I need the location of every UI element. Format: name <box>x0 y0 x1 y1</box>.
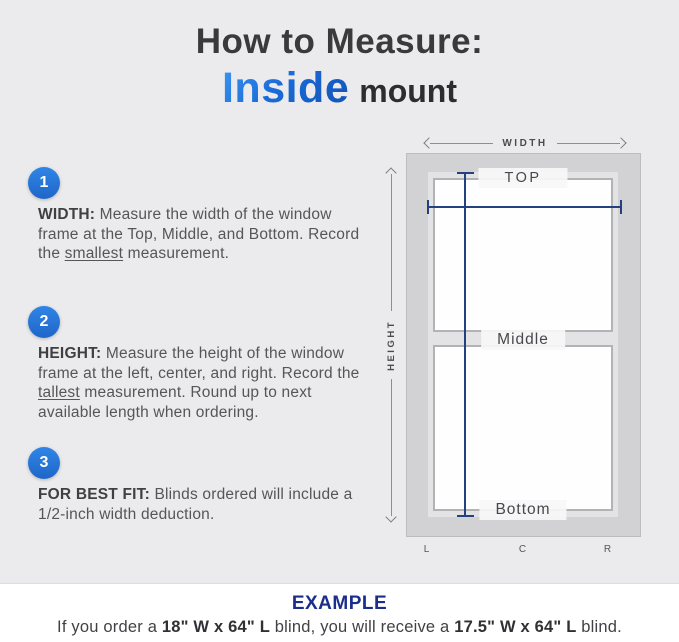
arrow-up-icon <box>385 167 396 178</box>
label-top: TOP <box>478 168 567 188</box>
step-3-label: FOR BEST FIT: <box>38 486 150 503</box>
width-arrow-label: WIDTH <box>502 137 548 149</box>
width-arrow <box>425 136 625 150</box>
arrow-down-icon <box>385 511 396 522</box>
width-arrow-line <box>430 143 493 144</box>
step-2-body: Measure the height of the window frame at the left, center, and right. Record the <box>38 345 360 382</box>
height-arrow <box>384 169 398 521</box>
example-seg2: blind, you will receive a <box>269 618 455 636</box>
window-lower-sash <box>433 345 613 511</box>
height-arrow-line <box>391 379 392 516</box>
step-2-body-end: measurement. Round up to next available length when ordering. <box>38 384 312 421</box>
title-line2 <box>0 64 679 112</box>
height-measure-cap-top <box>457 172 474 174</box>
height-arrow-label: HEIGHT <box>385 319 397 371</box>
step-1-number-badge: 1 <box>28 167 60 199</box>
step-3-text <box>38 485 360 524</box>
width-measure-line <box>427 206 622 208</box>
width-measure-cap-right <box>620 200 622 214</box>
step-1 <box>28 167 360 264</box>
step-2-number-badge: 2 <box>28 306 60 338</box>
example-seg1: If you order a <box>57 618 162 636</box>
example-order-size: 18" W x 64" L <box>161 618 270 636</box>
step-1-label: WIDTH: <box>38 206 96 223</box>
step-3 <box>28 447 360 524</box>
example-received-size: 17.5" W x 64" L <box>454 618 577 636</box>
width-measure-cap-left <box>427 200 429 214</box>
step-1-text <box>38 205 360 264</box>
step-1-body: Measure the width of the window frame at the Top, Middle, and Bottom. Record the <box>38 206 360 262</box>
step-2-label: HEIGHT: <box>38 345 102 362</box>
mark-right: R <box>603 544 613 555</box>
label-middle: Middle <box>481 330 565 350</box>
page-title <box>0 24 679 110</box>
arrow-left-icon <box>423 137 434 148</box>
height-measure-cap-bottom <box>457 515 474 517</box>
step-3-number-badge: 3 <box>28 447 60 479</box>
example-heading: EXAMPLE <box>291 593 388 614</box>
height-measure-line <box>464 173 466 517</box>
mark-left: L <box>423 544 431 555</box>
step-2-underlined-word: tallest <box>38 384 80 401</box>
step-1-underlined-word: smallest <box>64 245 124 262</box>
step-3-body: Blinds ordered will include a 1/2-inch width deduction. <box>38 486 353 523</box>
step-2-text <box>38 344 360 422</box>
arrow-right-icon <box>615 137 626 148</box>
title-rest-mount: mount <box>359 73 457 109</box>
window-upper-sash <box>433 178 613 332</box>
step-2 <box>28 306 360 422</box>
height-arrow-line <box>391 174 392 311</box>
width-arrow-line <box>557 143 620 144</box>
example-seg3: blind. <box>576 618 622 636</box>
example-sentence <box>0 618 679 637</box>
title-accent-inside: Inside <box>221 64 350 112</box>
example-footer <box>0 583 679 642</box>
mark-center: C <box>518 544 528 555</box>
label-bottom: Bottom <box>479 500 566 520</box>
title-line1: How to Measure: <box>195 22 484 61</box>
step-1-body-end: measurement. <box>123 245 230 262</box>
